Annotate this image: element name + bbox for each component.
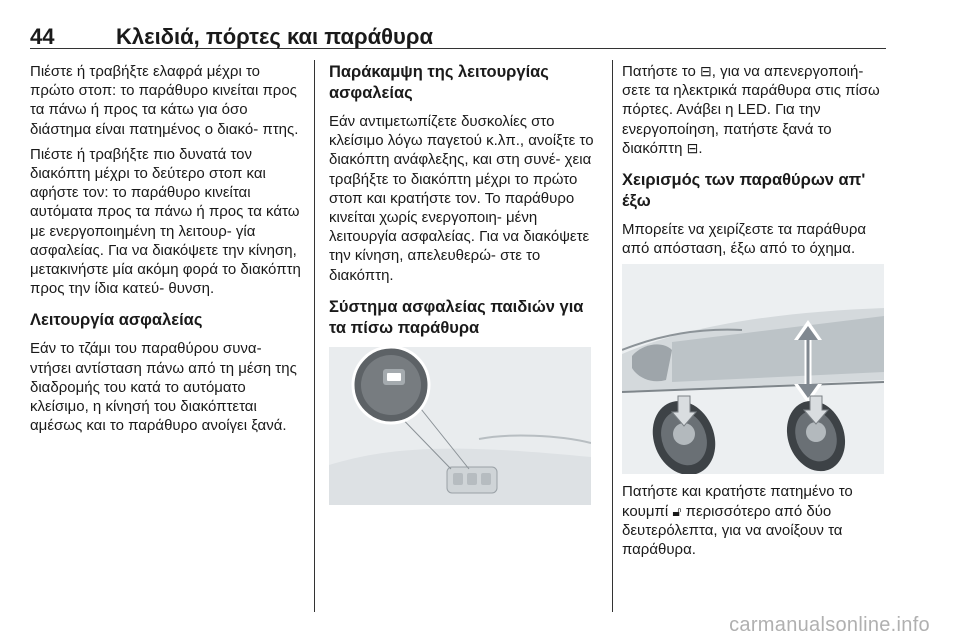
section-heading: Σύστημα ασφαλείας παιδιών για τα πίσω παράθυρα <box>329 297 584 337</box>
header-rule <box>30 48 886 49</box>
paragraph: Πατήστε το ⊟, για να απενεργοποιή- σετε τα ηλεκτρικά παράθυρα στις πίσω πόρτες. Ανάβει η LED. Για την ενεργοποίηση, πατήστε ξανά το διακόπτη ⊟. <box>622 63 880 157</box>
column-divider <box>314 60 315 612</box>
section-heading: Λειτουργία ασφαλείας <box>30 311 203 330</box>
paragraph: Εάν το τζάμι του παραθύρου συνα- ντήσει αντίσταση πάνω από τη μέση της διαδρομής του κατά το αυτόματο κλείσιμο, η κίνησή του διακόπτεται αμέσως και το παράθυρο ανοίγει ξανά. <box>30 340 297 435</box>
unlock-padlock-icon: 🔓︎ <box>672 502 682 519</box>
page-number: 44 <box>30 24 55 49</box>
watermark: carmanualsonline.info <box>729 614 930 636</box>
remote-key-illustration <box>622 264 884 474</box>
column-2 <box>329 62 597 513</box>
section-heading: Παράκαμψη της λειτουργίας ασφαλείας <box>329 63 549 102</box>
child-lock-window-icon: ⊟ <box>700 63 712 79</box>
paragraph: Πιέστε ή τραβήξτε ελαφρά μέχρι το πρώτο στοπ: το παράθυρο κινείται προς τα πάνω ή προς τα κάτω για όσο διάστημα είναι πατημένος ο διακό- πτης. <box>30 63 299 138</box>
paragraph: Πιέστε ή τραβήξτε πιο δυνατά τον διακόπτη μέχρι το δεύτερο στοπ και αφήστε τον: το παράθυρο κινείται αυτόματα προς τα πάνω ή προς τα κάτω με ενεργοποιημένη τη λειτουρ- γία ασφαλείας. Για να διακόψετε την κίνηση, μετακινήστε μία ακόμη φορά το διακόπτη προς την ίδια κατεύ- θυνση. <box>30 145 301 298</box>
column-divider <box>612 60 613 612</box>
door-switch-illustration <box>329 347 591 505</box>
paragraph: Πατήστε και κρατήστε πατημένο το κουμπί 🔓︎ περισσότερο από δύο δευτερόλεπτα, για να ανοίξουν τα παράθυρα. <box>622 483 853 559</box>
page-header <box>30 24 890 56</box>
paragraph: Μπορείτε να χειρίζεστε τα παράθυρα από απόσταση, έξω από το όχημα. <box>622 221 867 258</box>
chapter-title: Κλειδιά, πόρτες και παράθυρα <box>116 24 433 49</box>
column-1 <box>30 62 302 441</box>
section-heading: Χειρισμός των παραθύρων απ' έξω <box>622 171 866 211</box>
child-lock-window-icon: ⊟ <box>686 139 699 156</box>
column-3 <box>622 62 890 565</box>
paragraph: Εάν αντιμετωπίζετε δυσκολίες στο κλείσιμο λόγω παγετού κ.λπ., ανοίξτε το διακόπτη ανάφλεξης, και στη συνέ- χεια τραβήξτε το διακόπτη μέχρι το πρώτο στοπ και κρατήστε τον. Το παράθυρο κινείται χωρίς ενεργοποιη- μένη λειτουργία ασφαλείας. Για να διακόψετε την κίνηση, απελευθερώ- στε το διακόπτη. <box>329 113 594 284</box>
